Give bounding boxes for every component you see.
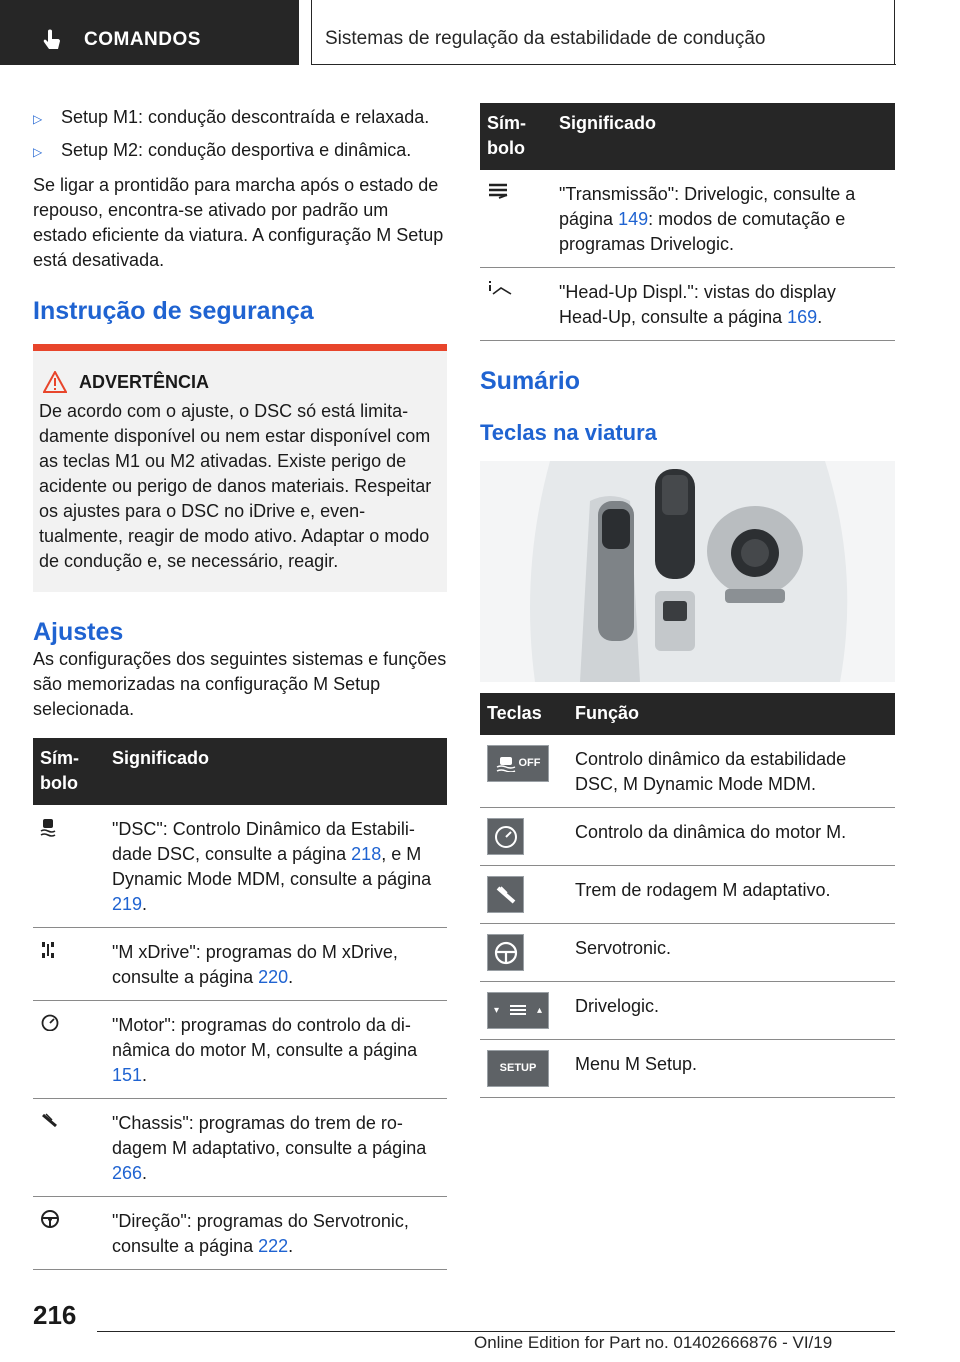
right-column xyxy=(480,103,895,1098)
servotronic-button xyxy=(487,934,524,971)
section-tab xyxy=(0,0,299,65)
triangle-bullet-icon: ▷ xyxy=(33,112,43,126)
header-rule xyxy=(311,64,896,65)
table-row: "DSC": Controlo Dinâmico da Estabilidade DSC, consulte a página 218, e M Dynamic Mode MDM, consulte a página 219. xyxy=(33,805,447,928)
col-function-header: Função xyxy=(568,693,895,735)
summary-heading: Sumário xyxy=(480,367,581,395)
table-row: SETUP Menu M Setup. xyxy=(480,1040,895,1098)
header-divider xyxy=(311,0,312,65)
warning-rule xyxy=(33,344,447,351)
table-row: "Head-Up Displ.": vistas do display Head-Up, consulte a página 169. xyxy=(480,268,895,341)
dsc-off-button: OFF xyxy=(487,745,549,782)
engine-dynamics-icon xyxy=(40,1013,60,1031)
table-row: OFF Controlo dinâmico da estabilidade DSC, M Dynamic Mode MDM. xyxy=(480,735,895,808)
footer-rule xyxy=(97,1331,895,1332)
head-up-display-icon xyxy=(487,280,513,298)
suspension-icon xyxy=(40,1111,60,1129)
bullet-setup-m2: ▷ Setup M2: condução desportiva e dinâmica. xyxy=(33,138,447,165)
drivelogic-icon xyxy=(487,182,509,200)
table-row: Trem de rodagem M adaptativo. xyxy=(480,866,895,924)
table-row: "Chassis": programas do trem de rodagem M adaptativo, consulte a página 266. xyxy=(33,1099,447,1197)
xdrive-icon xyxy=(40,940,56,960)
page-link[interactable]: 169 xyxy=(787,307,818,327)
steering-wheel-icon xyxy=(40,1209,60,1229)
page-link[interactable]: 149 xyxy=(618,209,649,229)
left-column xyxy=(33,105,447,1270)
intro-paragraph: Se ligar a prontidão para marcha após o estado de repouso, encontra-se ativado por padrão um estado eficiente da viatura. A configuração M Setup está desativada. xyxy=(33,175,444,270)
keys-table xyxy=(480,693,895,1098)
table-row: "Motor": programas do controlo da dinâmica do motor M, consulte a página 151. xyxy=(33,1001,447,1099)
ajustes-paragraph: As configurações dos seguintes sistemas e funções são memorizadas na configuração M Setup selecionada. xyxy=(33,649,447,719)
header-right-border xyxy=(894,0,895,65)
keys-heading: Teclas na viatura xyxy=(480,420,657,445)
ajustes-heading: Ajustes xyxy=(33,618,124,646)
table-row: "Direção": programas do Servotronic, consulte a página 222. xyxy=(33,1197,447,1270)
settings-table xyxy=(33,738,447,1270)
center-console-illustration xyxy=(480,461,895,682)
triangle-bullet-icon: ▷ xyxy=(33,145,43,159)
bullet-setup-m1: ▷ Setup M1: condução descontraída e relaxada. xyxy=(33,105,447,132)
section-tab-label: COMANDOS xyxy=(84,29,201,50)
warning-triangle-icon xyxy=(43,371,67,393)
dsc-icon xyxy=(40,817,56,837)
engine-dynamics-button xyxy=(487,818,524,855)
col-keys-header: Teclas xyxy=(480,693,568,735)
page-link[interactable]: 220 xyxy=(258,967,289,987)
page-link[interactable]: 266 xyxy=(112,1163,143,1183)
warning-text: De acordo com o ajuste, o DSC só está limitadamente disponível ou nem estar disponível com as teclas M1 ou M2 ativadas. Existe perigo de acidente ou perigo de danos materiais. Respeitar os ajustes para o DSC no iDrive e, eventualmente, reagir de modo ativo. Adaptar o modo de condução e, se necessário, reagir. xyxy=(39,401,432,571)
hand-pointer-icon xyxy=(40,29,64,53)
col-meaning-header: Significado xyxy=(105,738,447,805)
table-row: "Transmissão": Drivelogic, consulte a página 149: modos de comutação e programas Drivelogic. xyxy=(480,170,895,268)
page-number: 216 xyxy=(33,1300,77,1330)
table-row: Servotronic. xyxy=(480,924,895,982)
suspension-button xyxy=(487,876,524,913)
edition-note: Online Edition for Part no. 01402666876 - VI/19 xyxy=(474,1333,833,1352)
safety-heading: Instrução de segurança xyxy=(33,297,314,325)
center-console-photo xyxy=(480,461,895,682)
warning-box xyxy=(33,344,447,592)
drivelogic-button: ▾ ▴ xyxy=(487,992,549,1029)
page-link[interactable]: 218 xyxy=(351,844,382,864)
page-link[interactable]: 151 xyxy=(112,1065,143,1085)
page-link[interactable]: 222 xyxy=(258,1236,289,1256)
table-row: "M xDrive": programas do M xDrive, consulte a página 220. xyxy=(33,928,447,1001)
table-row: Controlo da dinâmica do motor M. xyxy=(480,808,895,866)
table-row: ▾ ▴ Drivelogic. xyxy=(480,982,895,1040)
col-symbol-header: Sím- bolo xyxy=(480,103,552,170)
settings-table-continued xyxy=(480,103,895,341)
page-link[interactable]: 219 xyxy=(112,894,143,914)
setup-button: SETUP xyxy=(487,1050,549,1087)
chapter-title: Sistemas de regulação da estabilidade de condução xyxy=(325,28,766,49)
col-meaning-header: Significado xyxy=(552,103,895,170)
col-symbol-header: Sím- bolo xyxy=(33,738,105,805)
warning-title: ADVERTÊNCIA xyxy=(79,371,210,392)
